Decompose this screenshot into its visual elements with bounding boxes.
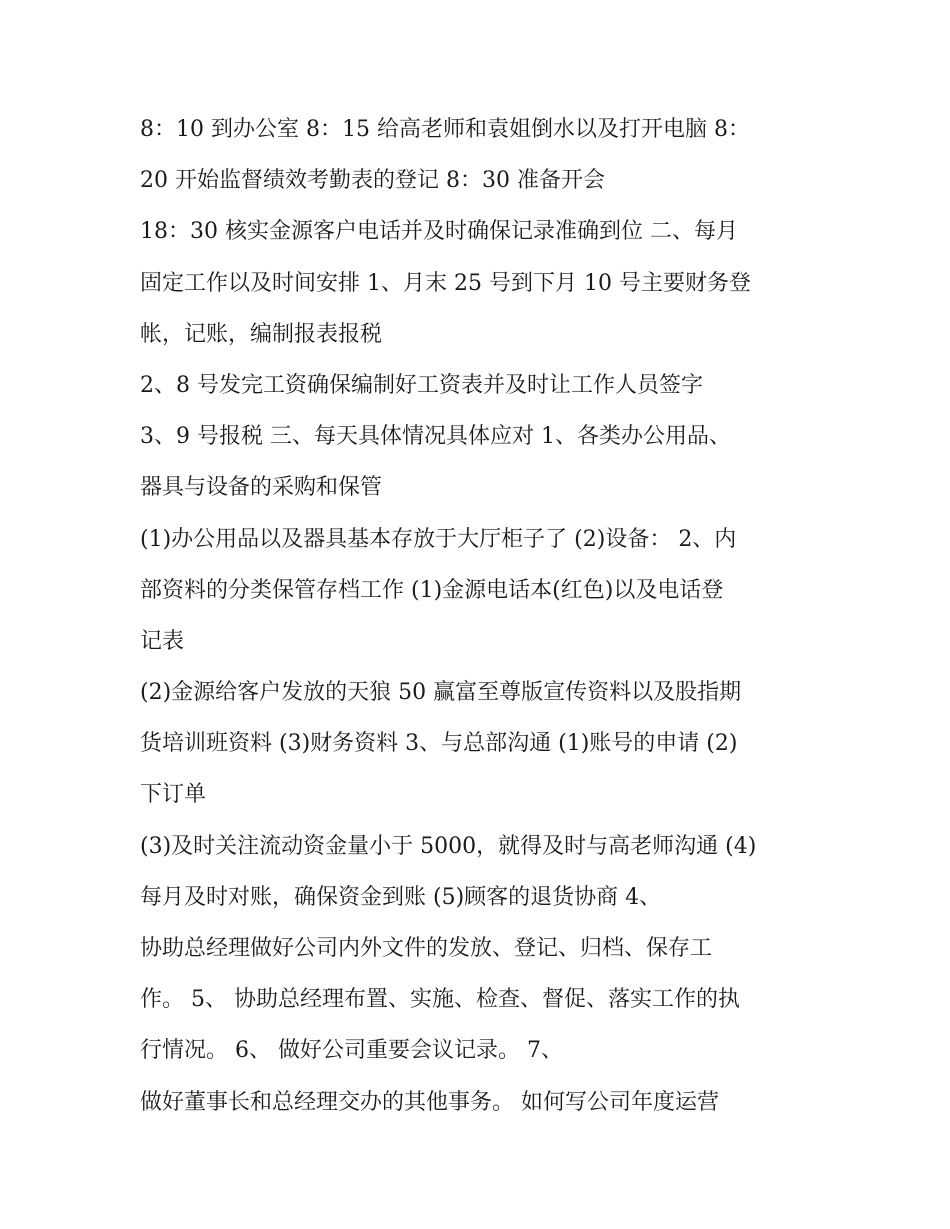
text-line: 记表 <box>140 628 185 654</box>
text-line: 帐，记账，编制报表报税 <box>140 321 383 347</box>
text-line: 18：30 核实金源客户电话并及时确保记录准确到位 二、每月 <box>140 219 738 245</box>
text-line: (2)金源给客户发放的天狼 50 赢富至尊版宣传资料以及股指期 <box>140 680 742 706</box>
text-line: 货培训班资料 (3)财务资料 3、与总部沟通 (1)账号的申请 (2) <box>140 731 738 757</box>
text-line: 3、9 号报税 三、每天具体情况具体应对 1、各类办公用品、 <box>140 424 731 450</box>
text-line: 器具与设备的采购和保管 <box>140 475 383 501</box>
text-line: 20 开始监督绩效考勤表的登记 8：30 准备开会 <box>140 168 605 194</box>
text-line: 8：10 到办公室 8：15 给高老师和袁姐倒水以及打开电脑 8： <box>140 117 750 142</box>
text-line: 行情况。 6、 做好公司重要会议记录。 7、 <box>140 1038 563 1064</box>
text-line: 固定工作以及时间安排 1、月末 25 号到下月 10 号主要财务登 <box>140 270 751 296</box>
text-line: (3)及时关注流动资金量小于 5000，就得及时与高老师沟通 (4) <box>140 833 757 859</box>
text-line: 做好董事长和总经理交办的其他事务。 如何写公司年度运营 <box>140 1089 719 1115</box>
text-line: 协助总经理做好公司内外文件的发放、登记、归档、保存工 <box>140 936 713 961</box>
text-line: 2、8 号发完工资确保编制好工资表并及时让工作人员签字 <box>140 372 703 398</box>
text-line: 每月及时对账，确保资金到账 (5)顾客的退货协商 4、 <box>140 884 662 910</box>
text-line: 作。 5、 协助总经理布置、实施、检查、督促、落实工作的执 <box>140 987 740 1013</box>
text-line: (1)办公用品以及器具基本存放于大厅柜子了 (2)设备： 2、内 <box>140 526 737 552</box>
text-line: 部资料的分类保管存档工作 (1)金源电话本(红色)以及电话登 <box>140 577 724 603</box>
body-text <box>140 110 830 1134</box>
text-line: 下订单 <box>140 782 207 808</box>
